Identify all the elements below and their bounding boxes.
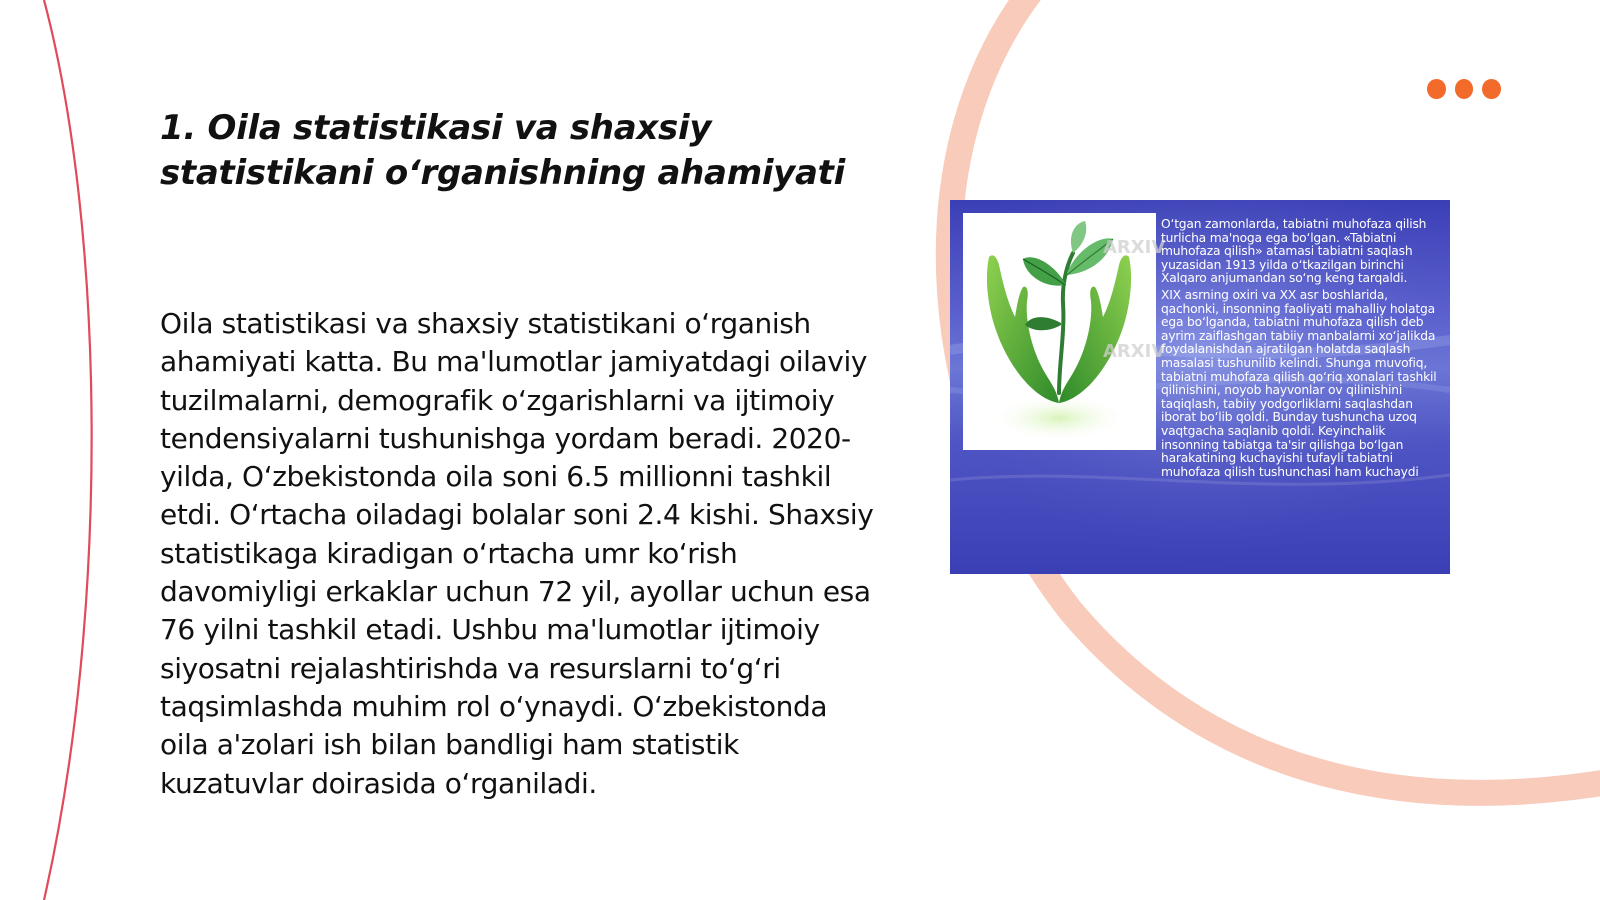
plant-hands-picture <box>963 213 1166 450</box>
dot-3 <box>1482 79 1501 99</box>
caption-paragraph-2: XIX asrning oxiri va XX asr boshlarida, qachonki, insonning faoliyati mahalliy holatga ega bo‘lganda, tabiatni muhofaza qilish deb ayrim zaiflashgan tabiiy manbalarni xo‘jalikda foydalanishdan ajratilgan holatda saqlash masalasi tushunilib kelindi. Shunga muvofiq, tabiatni muhofaza qilish qo‘riq xonalari tashkil qilinishini, noyob hayvonlar ov qilinishini taqiqlash, tabiiy yodgorliklarni saqlashdan iborat bo‘lib qoldi. Bunday tushuncha uzoq vaqtgacha saqlanib qoldi. Keyinchalik insonning tabiatga ta'sir qilishga bo‘lgan harakatining kuchayishi tufayli tabiatni muhofaza qilish tushunchasi ham kuchaydi <box>1161 287 1437 479</box>
left-curve-line <box>44 0 92 900</box>
slide-title: 1. Oila statistikasi va shaxsiy statistikani o‘rganishning ahamiyati <box>160 108 845 193</box>
watermark-text-2: ARXIV <box>1103 341 1166 362</box>
nature-protection-image <box>950 200 1450 574</box>
watermark-text: ARXIV <box>1103 237 1166 258</box>
dot-1 <box>1427 79 1446 99</box>
caption-paragraph-1: O‘tgan zamonlarda, tabiatni muhofaza qilish turlicha ma'noga ega bo‘lgan. «Tabiatni muhofaza qilish» atamasi tabiatni saqlash yuzasidan 1913 yilda o‘tkazilgan birinchi Xalqaro anjumandan so‘ng keng tarqaldi. <box>1161 217 1427 286</box>
dot-2 <box>1455 79 1474 99</box>
slide-body-text: Oila statistikasi va shaxsiy statistikani o‘rganish ahamiyati katta. Bu ma'lumotlar jamiyatdagi oilaviy tuzilmalarni, demografik o‘zgarishlarni va ijtimoiy tendensiyalarni tushunishga yordam beradi. 2020-yilda, O‘zbekistonda oila soni 6.5 millionni tashkil etdi. O‘rtacha oiladagi bolalar soni 2.4 kishi. Shaxsiy statistikaga kiradigan o‘rtacha umr ko‘rish davomiyligi erkaklar uchun 72 yil, ayollar uchun esa 76 yilni tashkil etadi. Ushbu ma'lumotlar ijtimoiy siyosatni rejalashtirishda va resurslarni to‘g‘ri taqsimlashda muhim rol o‘ynaydi. O‘zbekistonda oila a'zolari ish bilan bandligi ham statistik kuzatuvlar doirasida o‘rganiladi. <box>160 307 874 800</box>
image-caption-text <box>1161 218 1445 479</box>
decorative-dots <box>1427 79 1501 101</box>
